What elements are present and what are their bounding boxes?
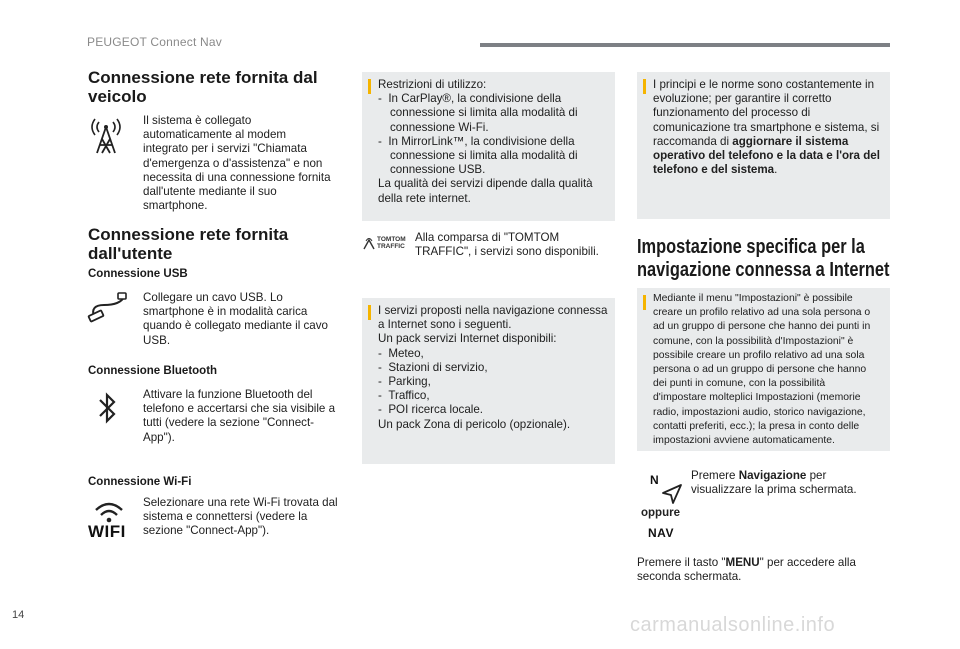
services-note — [362, 298, 615, 464]
wifi-title: Connessione Wi-Fi — [88, 476, 192, 488]
usb-cable-icon — [86, 291, 130, 325]
note-item-mirrorlink: - In MirrorLink™, la condivisione della connessione si limita alla modalità di connessione USB. — [378, 134, 578, 177]
settings-note — [637, 288, 890, 451]
services-intro: I servizi proposti nella navigazione connessa a Internet sono i seguenti. — [378, 304, 608, 332]
wifi-text: Selezionare una rete Wi-Fi trovata dal sistema e connettersi (vedere la sezione "Connect-App"). — [143, 496, 338, 538]
press-navigation-text: Premere Navigazione per visualizzare la prima schermata. — [691, 469, 857, 497]
tomtom-icon-label: TOMTOM TRAFFIC — [377, 236, 406, 250]
page-number: 14 — [12, 609, 25, 621]
note-outro: La qualità dei servizi dipende dalla qualità della rete internet. — [378, 177, 593, 205]
watermark: carmanualsonline.info — [630, 614, 836, 636]
usage-restrictions-note — [362, 72, 615, 221]
standards-text: I principi e le norme sono costantemente in evoluzione; per garantire il corretto funzionamento del processo di comunicazione tra smartphone e sistema, si raccomanda di aggiornare il sistema operativo del telefono e la data e l'ora del telefono e del sistema. — [653, 78, 880, 177]
info-marker — [643, 295, 646, 310]
network-user-title: Connessione rete fornita dall'utente — [88, 225, 289, 263]
note-item-carplay: - In CarPlay®, la condivisione della connessione si limita alla modalità di connessione Wi-Fi. — [378, 92, 578, 134]
network-vehicle-text: Il sistema è collegato automaticamente al modem integrato per i servizi "Chiamata d'emergenza o d'assistenza" e non necessita di una connessione fornita dall'utente mediante il suo smartphone. — [143, 114, 331, 213]
wifi-icon — [94, 500, 124, 524]
header-title: PEUGEOT Connect Nav — [87, 35, 222, 49]
settings-note-text: Mediante il menu "Impostazioni" è possibile creare un profilo relativo ad una sola persona o ad un gruppo di persone che hanno dei punti in comune, con la possibilità d'Impostazioni" è possibile creare un profilo relativo ad una sola persona o ad un gruppo di persone che hanno dei punti in comune, con la possibilità d'impostare molteplici Impostazioni (memorie radio, impostazioni audio, storico navigazione, contatti preferiti, ecc.); la presa in conto delle impostazioni avviene automaticamente. — [653, 293, 871, 447]
oppure-label: oppure — [641, 507, 680, 519]
bluetooth-title: Connessione Bluetooth — [88, 365, 218, 377]
services-outro: Un pack Zona di pericolo (opzionale). — [378, 417, 571, 431]
services-pack: Un pack servizi Internet disponibili: — [378, 332, 557, 346]
bluetooth-icon — [98, 391, 118, 425]
info-marker — [643, 79, 646, 94]
note-intro: Restrizioni di utilizzo: — [378, 78, 487, 91]
press-menu-text: Premere il tasto "MENU" per accedere alla seconda schermata. — [637, 556, 856, 584]
tomtom-text: Alla comparsa di "TOMTOM TRAFFIC", i servizi sono disponibili. — [415, 231, 599, 259]
wifi-icon-label: WIFI — [88, 522, 126, 541]
usb-text: Collegare un cavo USB. Lo smartphone è in modalità carica quando è collegato mediante il cavo USB. — [143, 291, 328, 347]
usb-title: Connessione USB — [88, 268, 188, 280]
standards-note — [637, 72, 890, 219]
service-item: - Stazioni di servizio, — [378, 360, 488, 374]
compass-north-label: N — [650, 473, 659, 487]
nav-button-label: NAV — [648, 526, 674, 540]
service-item: - POI ricerca locale. — [378, 403, 484, 417]
navigation-arrow-icon — [660, 482, 684, 506]
service-item: - Traffico, — [378, 389, 430, 403]
bluetooth-text: Attivare la funzione Bluetooth del telefono e accertarsi che sia visibile a tutti (vedere la sezione "Connect-App"). — [143, 388, 336, 444]
network-vehicle-title: Connessione rete fornita dal veicolo — [88, 68, 318, 106]
connected-nav-title: Impostazione specifica per la navigazione connessa a Internet — [637, 236, 890, 281]
header-rule — [480, 43, 890, 47]
info-marker — [368, 305, 371, 320]
service-item: - Parking, — [378, 375, 431, 389]
service-item: - Meteo, — [378, 346, 424, 360]
antenna-icon — [88, 117, 124, 157]
info-marker — [368, 79, 371, 94]
